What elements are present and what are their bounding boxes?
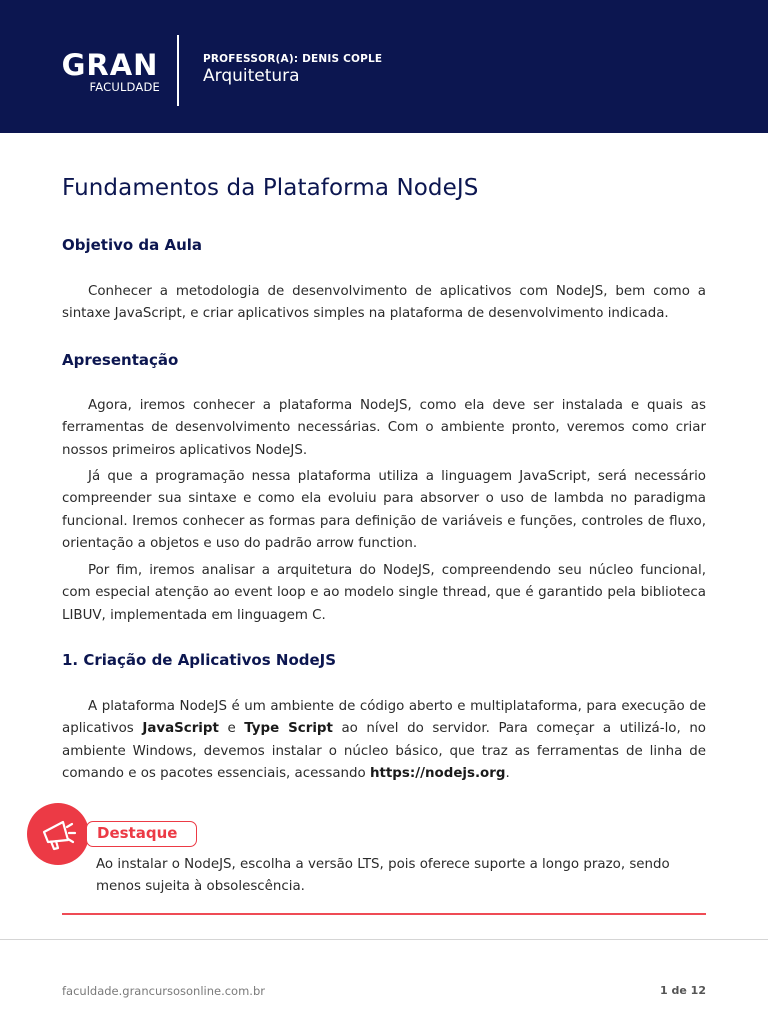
apresentacao-heading: Apresentação (62, 351, 179, 369)
destaque-label: Destaque (86, 821, 197, 847)
section-1-text-end: . (505, 766, 510, 782)
footer-url[interactable]: faculdade.grancursosonline.com.br (62, 984, 265, 998)
section-1-paragraph (62, 696, 706, 786)
objetivo-paragraph: Conhecer a metodologia de desenvolvimento de aplicativos com NodeJS, bem como a sintaxe JavaScript, e criar aplicativos simples na plataforma de desenvolvimento indicada. (62, 284, 706, 322)
logo-main-text: GRAN (61, 48, 159, 82)
section-1-text-a: A plataforma NodeJS é um ambiente de código aberto e multiplataforma, para execução de aplicativos (62, 699, 706, 737)
header-divider (177, 35, 179, 106)
javascript-term: JavaScript (142, 721, 219, 737)
page-header (0, 0, 768, 133)
nodejs-url[interactable]: https://nodejs.org (369, 766, 506, 782)
logo-sub-text: FACULDADE (89, 80, 160, 94)
apresentacao-paragraph-1: Agora, iremos conhecer a plataforma NodeJS, como ela deve ser instalada e quais as ferramentas de desenvolvimento necessárias. Com o ambiente pronto, veremos como criar nossos primeiros aplicativos NodeJS. (62, 398, 706, 458)
footer-divider (0, 939, 768, 940)
course-name: Arquitetura (203, 66, 300, 86)
callout-text: Ao instalar o NodeJS, escolha a versão LTS, pois oferece suporte a longo prazo, sendo menos sujeita à obsolescência. (96, 857, 670, 895)
section-1-text-e: e (218, 721, 245, 737)
section-1-heading: 1. Criação de Aplicativos NodeJS (62, 651, 337, 669)
gran-faculdade-logo (60, 50, 160, 94)
objetivo-heading: Objetivo da Aula (62, 236, 203, 254)
megaphone-icon (27, 803, 89, 865)
document-title: Fundamentos da Plataforma NodeJS (62, 175, 479, 201)
professor-name: PROFESSOR(A): DENIS COPLE (203, 53, 383, 65)
apresentacao-paragraph-3: Por fim, iremos analisar a arquitetura do NodeJS, compreendendo seu núcleo funcional, com especial atenção ao event loop e ao modelo single thread, que é garantido pela biblioteca LIBUV, implementada em linguagem C. (62, 563, 706, 623)
typescript-term: Type Script (244, 721, 333, 737)
apresentacao-paragraph-2: Já que a programação nessa plataforma utiliza a linguagem JavaScript, será necessário compreender sua sintaxe e como ela evoluiu para absorver o uso de lambda no paradigma funcional. Iremos conhecer as formas para definição de variáveis e funções, controles de fluxo, orientação a objetos e uso do padrão arrow function. (62, 469, 706, 552)
section-1-text-b: ao nível do servidor. Para começar a utilizá-lo, no ambiente Windows, devemos instalar o núcleo básico, que traz as ferramentas de linha de comando e os pacotes essenciais, acessando (62, 721, 706, 782)
callout-divider (62, 913, 706, 915)
page-number: 1 de 12 (660, 984, 706, 997)
